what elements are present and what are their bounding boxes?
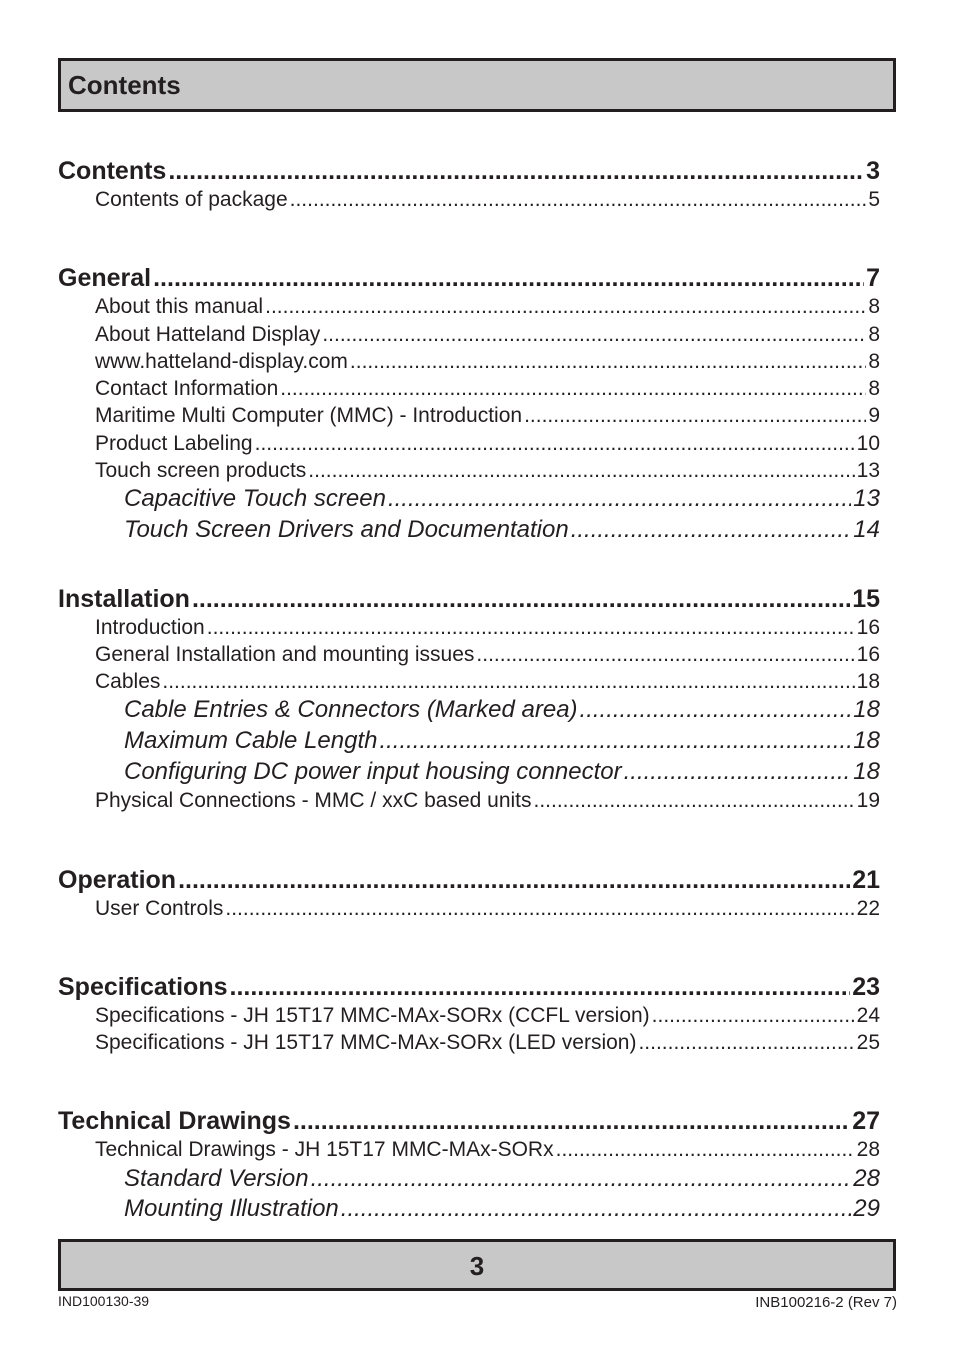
toc-entry-label: Technical Drawings: [58, 1107, 291, 1136]
dot-leader: [255, 430, 855, 457]
dot-leader: [534, 787, 855, 814]
toc-entry-label: Operation: [58, 865, 177, 894]
toc-entry-page: 24: [856, 1003, 880, 1027]
toc-entry-label: General Installation and mounting issues: [95, 642, 475, 666]
toc-entry-label: Touch Screen Drivers and Documentation: [124, 515, 569, 543]
toc-entry-label: About this manual: [95, 295, 264, 319]
doc-id-right: INB100216-2 (Rev 7): [755, 1294, 897, 1311]
toc-entry[interactable]: [58, 515, 880, 546]
toc-entry-label: Technical Drawings - JH 15T17 MMC-MAx-SORx: [95, 1138, 554, 1162]
dot-leader: [280, 375, 866, 402]
toc-entry[interactable]: [58, 375, 880, 402]
dot-leader: [162, 668, 854, 695]
dot-leader: [225, 895, 854, 922]
toc-entry-label: Specifications: [58, 972, 228, 1001]
dot-leader: [322, 321, 866, 348]
toc-entry-page: 8: [868, 377, 880, 401]
dot-leader: [638, 1029, 854, 1056]
dot-leader: [556, 1136, 855, 1163]
toc-entry-label: Maritime Multi Computer (MMC) - Introduction: [95, 404, 523, 428]
toc-entry-page: 27: [852, 1107, 880, 1136]
toc-entry[interactable]: [58, 321, 880, 348]
dot-leader: [571, 515, 852, 546]
toc-entry-page: 8: [868, 295, 880, 319]
dot-leader: [308, 457, 854, 484]
toc-entry[interactable]: [58, 457, 880, 484]
toc-entry-label: Configuring DC power input housing connector: [124, 757, 622, 785]
dot-leader: [293, 1106, 850, 1136]
toc-entry[interactable]: [58, 757, 880, 788]
dot-leader: [624, 757, 852, 788]
dot-leader: [311, 1164, 852, 1195]
dot-leader: [178, 865, 850, 895]
toc-entry-page: 18: [853, 727, 880, 755]
toc-entry-page: 8: [868, 349, 880, 373]
toc-entry[interactable]: [58, 186, 880, 213]
page-title: Contents: [68, 70, 181, 100]
doc-id-left: IND100130-39: [58, 1293, 150, 1309]
toc-entry[interactable]: [58, 484, 880, 515]
toc-entry[interactable]: [58, 695, 880, 726]
toc-entry-label: Physical Connections - MMC / xxC based units: [95, 789, 532, 813]
footer-bar: [58, 1239, 896, 1291]
toc-entry-label: Contents: [58, 157, 167, 185]
toc-entry[interactable]: [58, 895, 880, 922]
toc-entry-page: 7: [866, 264, 880, 293]
toc-entry-page: 16: [856, 642, 880, 666]
dot-leader: [652, 1002, 855, 1029]
page-number: 3: [469, 1251, 485, 1281]
toc-entry-label: Contents of package: [95, 188, 288, 211]
toc-entry-label: Specifications - JH 15T17 MMC-MAx-SORx (CCFL version): [95, 1003, 650, 1027]
dot-leader: [153, 263, 864, 293]
toc-entry-label: Mounting Illustration: [124, 1195, 339, 1223]
dot-leader: [524, 402, 866, 429]
toc-entry-label: Touch screen products: [95, 459, 307, 483]
toc-entry[interactable]: [58, 293, 880, 320]
toc-section[interactable]: [58, 1106, 880, 1136]
toc-entry-label: Standard Version: [124, 1164, 309, 1192]
toc-entry-label: General: [58, 264, 152, 293]
dot-leader: [476, 641, 854, 668]
dot-leader: [341, 1194, 852, 1225]
toc-entry-page: 15: [852, 584, 880, 613]
toc-entry[interactable]: [58, 1136, 880, 1163]
dot-leader: [265, 293, 866, 320]
toc-entry[interactable]: [58, 1029, 880, 1056]
toc-entry[interactable]: [58, 1164, 880, 1195]
toc-entry-page: 9: [868, 404, 880, 428]
toc-section[interactable]: [58, 263, 880, 293]
toc-entry[interactable]: [58, 348, 880, 375]
toc-entry-label: Cable Entries & Connectors (Marked area): [124, 696, 578, 724]
dot-leader: [207, 614, 855, 641]
toc-entry-label: Maximum Cable Length: [124, 727, 378, 755]
toc-entry-page: 25: [856, 1031, 880, 1055]
toc-section[interactable]: [58, 584, 880, 614]
toc-entry-page: 13: [853, 485, 880, 513]
toc-entry[interactable]: [58, 614, 880, 641]
toc-entry-label: Product Labeling: [95, 431, 253, 455]
toc-entry-page: 13: [856, 459, 880, 483]
toc-entry-page: 28: [853, 1164, 880, 1192]
toc-entry-page: 8: [868, 322, 880, 346]
toc-entry-label: About Hatteland Display: [95, 322, 321, 346]
toc-entry-label: Specifications - JH 15T17 MMC-MAx-SORx (LED version): [95, 1031, 637, 1055]
dot-leader: [388, 484, 851, 515]
toc-entry-label: www.hatteland-display.com: [95, 349, 348, 373]
toc-entry-page: 5: [868, 188, 880, 211]
toc-entry-page: 10: [856, 431, 880, 455]
toc-entry-page: 19: [856, 789, 880, 813]
toc-entry[interactable]: [58, 402, 880, 429]
dot-leader: [290, 186, 867, 213]
toc-entry-label: Cables: [95, 670, 161, 694]
toc-entry-page: 22: [856, 896, 880, 920]
dot-leader: [230, 972, 851, 1002]
toc-entry-label: Introduction: [95, 615, 205, 639]
toc-entry-page: 28: [856, 1138, 880, 1162]
toc-entry-page: 23: [852, 972, 880, 1001]
toc-entry-page: 29: [853, 1195, 880, 1223]
toc-entry-page: 16: [856, 615, 880, 639]
toc-entry[interactable]: [58, 1002, 880, 1029]
header-bar: [58, 58, 896, 112]
toc-section[interactable]: [58, 156, 880, 186]
toc-entry[interactable]: [58, 430, 880, 457]
toc-entry-page: 18: [853, 757, 880, 785]
table-of-contents: [58, 156, 880, 1225]
toc-section[interactable]: [58, 972, 880, 1002]
toc-entry-page: 3: [866, 157, 880, 185]
dot-leader: [350, 348, 866, 375]
toc-entry[interactable]: [58, 787, 880, 814]
toc-entry-label: User Controls: [95, 896, 224, 920]
toc-entry[interactable]: [58, 1194, 880, 1225]
toc-entry-page: 21: [852, 865, 880, 894]
dot-leader: [580, 695, 852, 726]
toc-entry-page: 14: [853, 515, 880, 543]
toc-entry-label: Contact Information: [95, 377, 279, 401]
dot-leader: [192, 584, 850, 614]
toc-entry-page: 18: [853, 696, 880, 724]
toc-entry-label: Capacitive Touch screen: [124, 485, 386, 513]
toc-entry-label: Installation: [58, 584, 190, 613]
dot-leader: [379, 726, 851, 757]
toc-entry[interactable]: [58, 641, 880, 668]
toc-entry-page: 18: [856, 670, 880, 694]
toc-section[interactable]: [58, 865, 880, 895]
toc-entry[interactable]: [58, 668, 880, 695]
dot-leader: [168, 156, 864, 186]
toc-entry[interactable]: [58, 726, 880, 757]
